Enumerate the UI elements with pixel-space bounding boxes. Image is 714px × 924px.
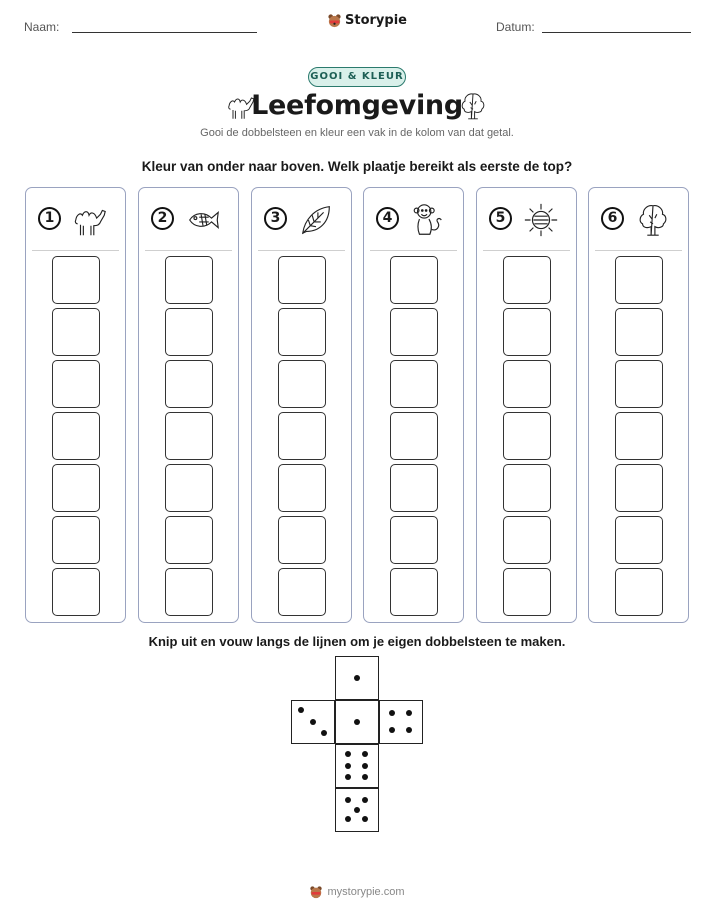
die-pip bbox=[345, 816, 351, 822]
coloring-cell[interactable] bbox=[503, 464, 551, 512]
brand-name: Storypie bbox=[345, 13, 407, 28]
column-4 bbox=[363, 187, 464, 623]
coloring-cell[interactable] bbox=[390, 256, 438, 304]
footer bbox=[0, 885, 714, 899]
coloring-cell[interactable] bbox=[165, 412, 213, 460]
column-number: 2 bbox=[151, 207, 174, 230]
column-6 bbox=[588, 187, 689, 623]
column-divider bbox=[370, 250, 457, 251]
die-pip bbox=[389, 727, 395, 733]
coloring-cell[interactable] bbox=[278, 360, 326, 408]
footer-url: mystorypie.com bbox=[327, 886, 405, 898]
column-number: 5 bbox=[489, 207, 512, 230]
column-divider bbox=[32, 250, 119, 251]
die-face-4 bbox=[379, 700, 423, 744]
fish-icon bbox=[182, 201, 224, 239]
coloring-cell[interactable] bbox=[165, 256, 213, 304]
die-pip bbox=[345, 774, 351, 780]
coloring-cell[interactable] bbox=[278, 464, 326, 512]
die-pip bbox=[354, 675, 360, 681]
die-pip bbox=[362, 751, 368, 757]
camel-icon bbox=[69, 201, 111, 239]
column-number: 3 bbox=[264, 207, 287, 230]
coloring-cell[interactable] bbox=[165, 308, 213, 356]
coloring-cell[interactable] bbox=[278, 412, 326, 460]
column-1 bbox=[25, 187, 126, 623]
die-face-1 bbox=[335, 656, 379, 700]
coloring-cell[interactable] bbox=[165, 360, 213, 408]
column-number: 4 bbox=[376, 207, 399, 230]
coloring-cell[interactable] bbox=[52, 516, 100, 564]
die-pip bbox=[406, 727, 412, 733]
coloring-cell[interactable] bbox=[503, 568, 551, 616]
coloring-cell[interactable] bbox=[52, 412, 100, 460]
coloring-cell[interactable] bbox=[503, 308, 551, 356]
color-instruction: Kleur van onder naar boven. Welk plaatje bereikt als eerste de top? bbox=[141, 159, 573, 174]
coloring-cell[interactable] bbox=[503, 516, 551, 564]
die-face-5 bbox=[335, 788, 379, 832]
die-pip bbox=[345, 763, 351, 769]
coloring-cell[interactable] bbox=[165, 568, 213, 616]
column-2 bbox=[138, 187, 239, 623]
column-divider bbox=[595, 250, 682, 251]
activity-badge: GOOI & KLEUR bbox=[308, 67, 406, 87]
coloring-cell[interactable] bbox=[52, 464, 100, 512]
die-pip bbox=[298, 707, 304, 713]
coloring-cell[interactable] bbox=[615, 412, 663, 460]
die-pip bbox=[345, 751, 351, 757]
coloring-cell[interactable] bbox=[615, 256, 663, 304]
die-pip bbox=[362, 763, 368, 769]
cut-instruction: Knip uit en vouw langs de lijnen om je eigen dobbelsteen te maken. bbox=[148, 634, 566, 649]
coloring-cell[interactable] bbox=[615, 516, 663, 564]
storypie-bear-icon bbox=[327, 13, 342, 28]
coloring-cell[interactable] bbox=[390, 308, 438, 356]
die-pip bbox=[389, 710, 395, 716]
coloring-cell[interactable] bbox=[278, 256, 326, 304]
die-pip bbox=[354, 719, 360, 725]
coloring-cell[interactable] bbox=[615, 308, 663, 356]
column-divider bbox=[258, 250, 345, 251]
page-title: Leefomgeving bbox=[251, 90, 463, 121]
coloring-cell[interactable] bbox=[390, 412, 438, 460]
name-label: Naam: bbox=[24, 20, 60, 34]
die-pip bbox=[362, 797, 368, 803]
coloring-cell[interactable] bbox=[278, 568, 326, 616]
tree-icon bbox=[632, 201, 674, 239]
coloring-cell[interactable] bbox=[52, 256, 100, 304]
coloring-cell[interactable] bbox=[52, 308, 100, 356]
coloring-cell[interactable] bbox=[52, 360, 100, 408]
coloring-cell[interactable] bbox=[615, 568, 663, 616]
die-face-1 bbox=[335, 700, 379, 744]
coloring-cell[interactable] bbox=[503, 360, 551, 408]
die-pip bbox=[345, 797, 351, 803]
sun-icon bbox=[520, 201, 562, 239]
column-divider bbox=[483, 250, 570, 251]
name-field-line[interactable] bbox=[72, 32, 257, 33]
die-face-6 bbox=[335, 744, 379, 788]
coloring-cell[interactable] bbox=[390, 568, 438, 616]
die-pip bbox=[362, 774, 368, 780]
column-3 bbox=[251, 187, 352, 623]
coloring-cell[interactable] bbox=[278, 516, 326, 564]
coloring-cell[interactable] bbox=[503, 412, 551, 460]
leaf-icon bbox=[295, 201, 337, 239]
storypie-bear-icon bbox=[309, 885, 323, 899]
die-pip bbox=[310, 719, 316, 725]
coloring-cell[interactable] bbox=[390, 360, 438, 408]
column-number: 6 bbox=[601, 207, 624, 230]
monkey-icon bbox=[407, 201, 449, 239]
coloring-cell[interactable] bbox=[615, 464, 663, 512]
coloring-cell[interactable] bbox=[390, 516, 438, 564]
coloring-cell[interactable] bbox=[165, 464, 213, 512]
column-5 bbox=[476, 187, 577, 623]
tree-icon bbox=[457, 90, 489, 122]
column-number: 1 bbox=[38, 207, 61, 230]
die-pip bbox=[362, 816, 368, 822]
coloring-cell[interactable] bbox=[278, 308, 326, 356]
coloring-cell[interactable] bbox=[52, 568, 100, 616]
date-field-line[interactable] bbox=[542, 32, 691, 33]
die-pip bbox=[354, 807, 360, 813]
coloring-cell[interactable] bbox=[165, 516, 213, 564]
date-label: Datum: bbox=[496, 20, 535, 34]
coloring-cell[interactable] bbox=[615, 360, 663, 408]
die-face-3 bbox=[291, 700, 335, 744]
die-pip bbox=[321, 730, 327, 736]
subtitle: Gooi de dobbelsteen en kleur een vak in de kolom van dat getal. bbox=[200, 127, 514, 139]
column-divider bbox=[145, 250, 232, 251]
coloring-cell[interactable] bbox=[503, 256, 551, 304]
coloring-cell[interactable] bbox=[390, 464, 438, 512]
storypie-logo bbox=[327, 13, 407, 28]
die-pip bbox=[406, 710, 412, 716]
